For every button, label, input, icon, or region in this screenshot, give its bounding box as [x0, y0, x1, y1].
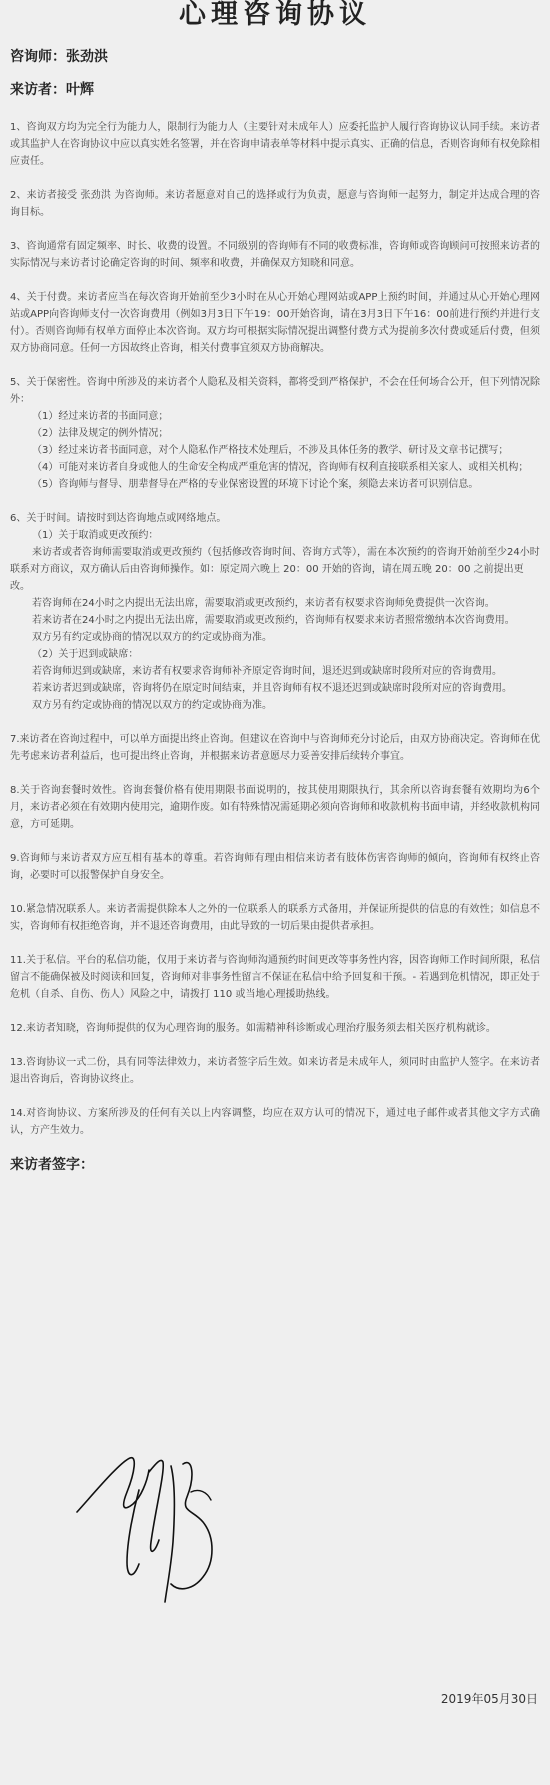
clause-13: 13.咨询协议一式二份，具有同等法律效力，来访者签字后生效。如来访者是未成年人，须同时由监护人签字。在来访者退出咨询后，咨询协议终止。 [10, 1057, 540, 1085]
clause-6-sub-1-d: 双方另有约定或协商的情况以双方的约定或协商为准。 [32, 632, 272, 643]
clause-5-item-3: （3）经过来访者书面同意，对个人隐私作严格技术处理后，不涉及具体任务的教学、研讨及文章书记撰写； [32, 445, 509, 456]
clause-5-item-5: （5）咨询师与督导、朋辈督导在严格的专业保密设置的环境下讨论个案，须隐去来访者可识别信息。 [32, 479, 479, 490]
clause-4: 4、关于付费。来访者应当在每次咨询开始前至少3小时在从心开始心理网站或APP上预约时间，并通过从心开始心理网站或APP向咨询师支付一次咨询费用（例如3月3日下午19：00开始咨询，请在3月3日下午16：00前进行预约并进行支付）。否则咨询师有权单方面停止本次咨询。双方均可根据实际情况提出调整付费方式为提前多次付费或延后付费，但须双方协商同意。任何一方因故终止咨询，相关付费事宜须双方协商解决。 [10, 292, 540, 354]
clause-10: 10.紧急情况联系人。来访者需提供除本人之外的一位联系人的联系方式备用，并保证所提供的信息的有效性；如信息不实，咨询师有权拒绝咨询，并不退还咨询费用，由此导致的一切后果由提供者承担。 [10, 904, 540, 932]
handwritten-signature [75, 1452, 265, 1612]
date: 2019年05月30日 [440, 1692, 538, 1706]
visitor-line: 来访者：叶辉 [10, 82, 94, 98]
signature-label: 来访者签字： [10, 1157, 94, 1173]
clause-6-sub-1: （1）关于取消或更改预约： [32, 530, 159, 541]
clause-5-item-4: （4）可能对来访者自身或他人的生命安全构成严重危害的情况，咨询师有权利直接联系相关家人、或相关机构； [32, 462, 529, 473]
clause-8: 8.关于咨询套餐时效性。咨询套餐价格有使用期限书面说明的，按其使用期限执行，其余所以咨询套餐有效期均为6个月，来访者必须在有效期内使用完，逾期作废。如有特殊情况需延期必须向咨询师和收款机构书面申请，并经收款机构同意，方可延期。 [10, 785, 540, 830]
clause-7: 7.来访者在咨询过程中，可以单方面提出终止咨询。但建议在咨询中与咨询师充分讨论后，由双方协商决定。咨询师在优先考虑来访者利益后，也可提出终止咨询，并根据来访者意愿尽力妥善安排后续转介事宜。 [10, 734, 540, 762]
clause-6-sub-2-b: 若来访者迟到或缺席，咨询将仍在原定时间结束，并且咨询师有权不退还迟到或缺席时段所对应的咨询费用。 [32, 683, 512, 694]
clause-6-sub-2: （2）关于迟到或缺席： [32, 649, 139, 660]
page-title: 心理咨询协议 [179, 0, 371, 30]
clause-6-sub-1-c: 若来访者在24小时之内提出无法出席，需要取消或更改预约，咨询师有权要求来访者照常缴纳本次咨询费用。 [32, 615, 515, 626]
clause-6-sub-1-a: 来访者或者咨询师需要取消或更改预约（包括修改咨询时间、咨询方式等），需在本次预约的咨询开始前至少24小时联系对方商议，双方确认后由咨询师操作。如：原定周六晚上 20：00 开始的咨询，请在周五晚 20：00 之前提出更改。 [10, 547, 540, 592]
clause-11: 11.关于私信。平台的私信功能，仅用于来访者与咨询师沟通预约时间更改等事务性内容，因咨询师工作时间所限，私信留言不能确保被及时阅读和回复，咨询师对非事务性留言不保证在私信中给予回复和干预。- 若遇到危机情况，即正处于危机（自杀、自伤、伤人）风险之中，请拨打 110 或当地心理援助热线。 [10, 955, 540, 1000]
clause-9: 9.咨询师与来访者双方应互相有基本的尊重。若咨询师有理由相信来访者有肢体伤害咨询师的倾向，咨询师有权终止咨询，必要时可以报警保护自身安全。 [10, 853, 540, 881]
clause-6-sub-2-c: 双方另有约定或协商的情况以双方的约定或协商为准。 [32, 700, 272, 711]
clause-6-sub-2-a: 若咨询师迟到或缺席，来访者有权要求咨询师补齐原定咨询时间，退还迟到或缺席时段所对应的咨询费用。 [32, 666, 502, 677]
counselor-line: 咨询师：张劲洪 [10, 49, 108, 65]
clause-2: 2、来访者接受 张劲洪 为咨询师。来访者愿意对自己的选择或行为负责，愿意与咨询师一起努力，制定并达成合理的咨询目标。 [10, 190, 540, 218]
clause-3: 3、咨询通常有固定频率、时长、收费的设置。不同级别的咨询师有不同的收费标准，咨询师或咨询顾问可按照来访者的实际情况与来访者讨论确定咨询的时间、频率和收费，并确保双方知晓和同意。 [10, 241, 540, 269]
clause-5-item-1: （1）经过来访者的书面同意； [32, 411, 169, 422]
clause-6: 6、关于时间。请按时到达咨询地点或网络地点。 [10, 513, 227, 524]
clause-6-sub-1-b: 若咨询师在24小时之内提出无法出席，需要取消或更改预约，来访者有权要求咨询师免费提供一次咨询。 [32, 598, 495, 609]
clause-12: 12.来访者知晓，咨询师提供的仅为心理咨询的服务。如需精神科诊断或心理治疗服务须去相关医疗机构就诊。 [10, 1023, 496, 1034]
clause-5: 5、关于保密性。咨询中所涉及的来访者个人隐私及相关资料，都将受到严格保护，不会在任何场合公开，但下列情况除外： [10, 377, 540, 405]
clause-14: 14.对咨询协议、方案所涉及的任何有关以上内容调整，均应在双方认可的情况下，通过电子邮件或者其他文字方式确认，方产生效力。 [10, 1108, 540, 1136]
clause-5-item-2: （2）法律及规定的例外情况； [32, 428, 169, 439]
clause-1: 1、咨询双方均为完全行为能力人，限制行为能力人（主要针对未成年人）应委托监护人履行咨询协议认同手续。来访者或其监护人在咨询协议中应以真实姓名签署，并在咨询申请表单等材料中提示真实、正确的信息，否则咨询师有权免除相应责任。 [10, 122, 540, 167]
